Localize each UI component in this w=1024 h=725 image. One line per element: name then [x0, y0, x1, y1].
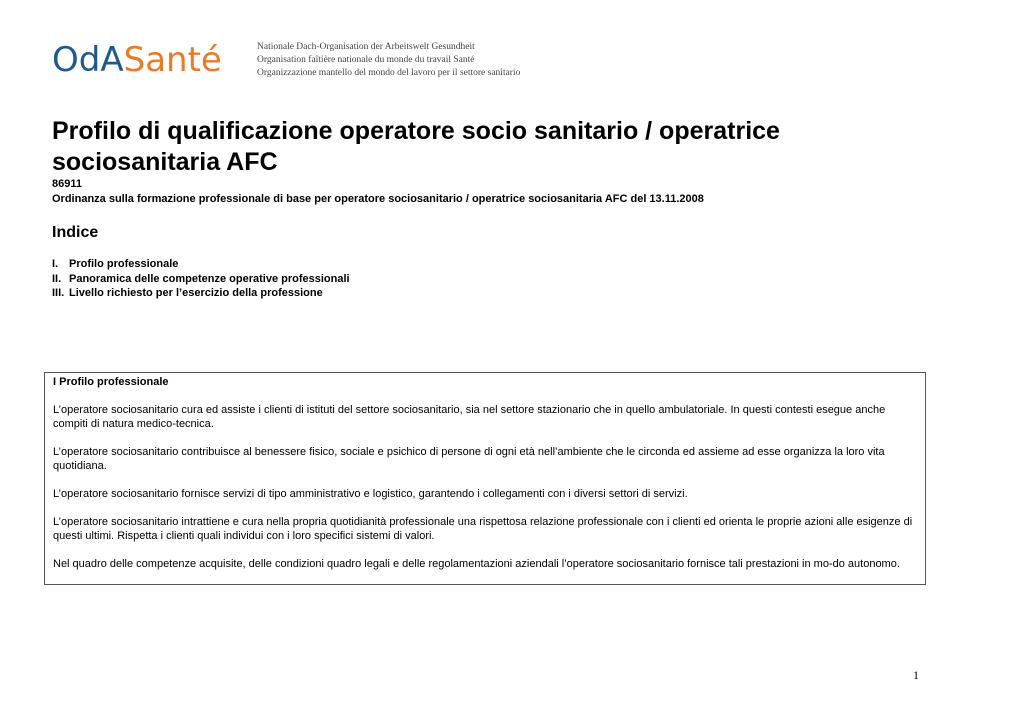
toc-item: [52, 286, 350, 301]
paragraph: L’operatore sociosanitario contribuisce al benessere fisico, sociale e psichico di persone di ogni età nell’ambiente che le circonda ed assieme ad esse organizza la loro vita quotidiana.: [53, 446, 885, 472]
document-title: Profilo di qualificazione operatore socio sanitario / operatrice sociosanitaria AFC: [52, 117, 780, 176]
toc-label: Profilo professionale: [69, 258, 179, 270]
toc-item: [52, 257, 350, 272]
logo-sante-text: Santé: [123, 40, 222, 80]
toc-label: Panoramica delle competenze operative professionali: [69, 272, 350, 285]
document-subtitle: Ordinanza sulla formazione professionale di base per operatore sociosanitario / operatrice sociosanitaria AFC del 13.11.2008: [52, 193, 704, 205]
org-line-it: Organizzazione mantello del mondo del lavoro per il settore sanitario: [257, 68, 521, 78]
paragraph: Nel quadro delle competenze acquisite, delle condizioni quadro legali e delle regolamentazioni aziendali l’operatore sociosanitario fornisce tali prestazioni in mo-do autonomo.: [53, 558, 900, 570]
toc-item: [52, 272, 350, 287]
logo-oda-text: OdA: [52, 40, 124, 80]
page-number: 1: [913, 668, 919, 682]
org-line-de: Nationale Dach-Organisation der Arbeitswelt Gesundheit: [257, 42, 475, 52]
logo-wordmark: [52, 40, 222, 80]
section-title: I Profilo professionale: [53, 376, 169, 388]
organization-lines: [257, 41, 520, 80]
table-of-contents: [52, 257, 350, 301]
paragraph: L’operatore sociosanitario fornisce servizi di tipo amministrativo e logistico, garantendo i collegamenti con i diversi settori di servizi.: [53, 488, 688, 500]
profile-section-box: [44, 372, 926, 585]
org-line-fr: Organisation faîtière nationale du monde du travail Santé: [257, 55, 475, 65]
paragraph: L’operatore sociosanitario cura ed assiste i clienti di istituti del settore sociosanitario, sia nel settore stazionario che in quello ambulatoriale. In questi contesti esegue anche compiti di natura medico-tecnica.: [53, 404, 886, 430]
toc-number: II.: [52, 272, 62, 285]
toc-number: III.: [52, 287, 65, 299]
document-code: 86911: [52, 178, 82, 190]
index-heading: Indice: [52, 224, 99, 241]
toc-label: Livello richiesto per l’esercizio della professione: [69, 287, 323, 299]
paragraph: L’operatore sociosanitario intrattiene e cura nella propria quotidianità professionale una rispettosa relazione professionale con i clienti ed orienta le proprie azioni alle esigenze di questi ultimi. Rispetta i clienti quali individui con i loro specifici sistemi di valori.: [53, 516, 913, 542]
toc-number: I.: [52, 258, 59, 270]
